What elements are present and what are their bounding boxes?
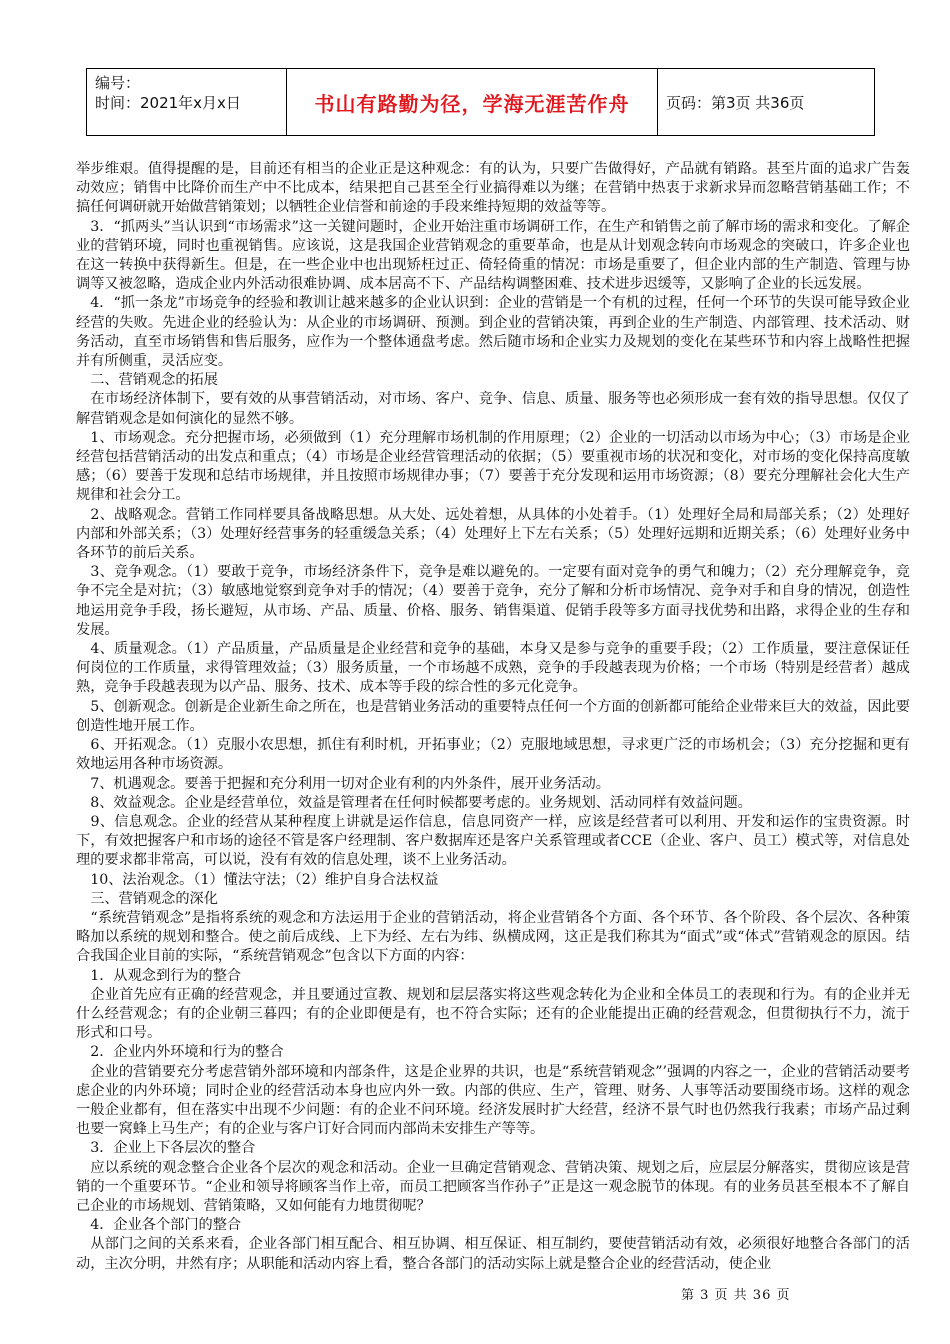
header-table (86, 68, 875, 136)
paragraph: 企业首先应有正确的经营观念，并且要通过宣教、规划和层层落实将这些观念转化为企业和全体员工的表现和行为。有的企业并无什么经营观念；有的企业朝三暮四；有的企业即便是有，也不符合实际；还有的企业能提出正确的经营观念，但贯彻执行不力，流于形式和口号。 (76, 986, 910, 1042)
paragraph: 3、竞争观念。（1）要敢于竞争，市场经济条件下，竞争是难以避免的。一定要有面对竞争的勇气和魄力；（2）充分理解竞争，竞争不完全是对抗；（3）敏感地觉察到竞争对手的情况；（4）要善于竞争，充分了解和分析市场情况、竞争对手和自身的情况，创造性地运用竞争手段，扬长避短，从市场、产品、质量、价格、服务、销售渠道、促销手段等多方面寻找优势和出路，求得企业的生存和发展。 (76, 564, 910, 638)
paragraph: 2．企业内外环境和行为的整合 (76, 1044, 284, 1061)
time-label: 时间：2021年x月x日 (95, 94, 241, 112)
paragraph: 举步维艰。值得提醒的是，目前还有相当的企业正是这种观念：有的认为，只要广告做得好，产品就有销路。甚至片面的追求广告轰动效应；销售中比降价而生产中不比成本，结果把自己甚至全行业搞得难以为继；在营销中热衷于求新求异而忽略营销基础工作；不搞任何调研就开始做营销策划；以牺牲企业信誉和前途的手段来维持短期的效益等等。 (76, 161, 910, 216)
paragraph: 6、开拓观念。（1）克服小农思想，抓住有利时机，开拓事业；（2）克服地域思想，寻求更广泛的市场机会；（3）充分挖掘和更有效地运用各种市场资源。 (76, 737, 910, 773)
code-label: 编号： (95, 74, 141, 92)
document-body (76, 160, 910, 1274)
paragraph: 在市场经济体制下，要有效的从事营销活动，对市场、客户、竞争、信息、质量、服务等也必须形成一套有效的指导思想。仅仅了解营销观念是如何演化的显然不够。 (76, 391, 910, 427)
paragraph: 5、创新观念。创新是企业新生命之所在，也是营销业务活动的重要特点任何一个方面的创新都可能给企业带来巨大的效益，因此要创造性地开展工作。 (76, 698, 910, 734)
paragraph: “系统营销观念”是指将系统的观念和方法运用于企业的营销活动，将企业营销各个方面、各个环节、各个阶段、各个层次、各种策略加以系统的规划和整合。使之前后成线、上下为经、左右为纬、纵横成网，这正是我们称其为“面式”或“体式”营销观念的原因。结合我国企业目前的实际，“系统营销观念”包含以下方面的内容： (76, 909, 910, 965)
paragraph: 二、营销观念的拓展 (76, 372, 218, 389)
paragraph: 8、效益观念。企业是经营单位，效益是管理者在任何时候都要考虑的。业务规划、活动同样有效益问题。 (76, 794, 752, 811)
paragraph: 9、信息观念。企业的经营从某种程度上讲就是运作信息，信息同资产一样，应该是经营者可以利用、开发和运作的宝贵资源。时下，有效把握客户和市场的途径不管是客户经理制、客户数据库还是客户关系管理或者CCE（企业、客户、员工）模式等，对信息处理的要求都非常高，可以说，没有有效的信息处理，谈不上业务活动。 (76, 813, 910, 869)
paragraph: 1、市场观念。充分把握市场，必须做到（1）充分理解市场机制的作用原理；（2）企业的一切活动以市场为中心；（3）市场是企业经营包括营销活动的出发点和重点；（4）市场是企业经营管理活动的依据；（5）要重视市场的状况和变化，对市场的变化保持高度敏感；（6）要善于发现和总结市场规律，并且按照市场规律办事；（7）要善于充分发现和运用市场资源；（8）要充分理解社会化大生产规律和社会分工。 (76, 429, 910, 504)
page-footer: 第 3 页 共 36 页 (681, 1288, 791, 1303)
paragraph: 1．从观念到行为的整合 (76, 967, 242, 984)
paragraph: 7、机遇观念。要善于把握和充分利用一切对企业有利的内外条件，展开业务活动。 (76, 775, 610, 792)
paragraph: 从部门之间的关系来看，企业各部门相互配合、相互协调、相互保证、相互制约，要使营销活动有效，必须很好地整合各部门的活动，主次分明，井然有序；从职能和活动内容上看，整合各部门的活动实际上就是整合企业的经营活动，使企业 (76, 1236, 910, 1272)
paragraph: 应以系统的观念整合企业各个层次的观念和活动。企业一旦确定营销观念、营销决策、规划之后，应层层分解落实，贯彻应该是营销的一个重要环节。“企业和领导将顾客当作上帝，而员工把顾客当作孙子”正是这一观念脱节的体现。有的业务员甚至根本不了解自己企业的市场规划、营销策略，又如何能有力地贯彻呢？ (76, 1159, 910, 1214)
paragraph: 10、法治观念。（1）懂法守法；（2）维护自身合法权益 (76, 871, 439, 888)
paragraph: 4、质量观念。（1）产品质量，产品质量是企业经营和竞争的基础，本身又是参与竞争的重要手段；（2）工作质量，要注意保证任何岗位的工作质量，求得管理效益；（3）服务质量，一个市场越不成熟，竞争的手段越表现为价格；一个市场（特别是经营者）越成熟，竞争手段越表现为以产品、服务、技术、成本等手段的综合性的多元化竞争。 (76, 641, 910, 696)
paragraph: 3．企业上下各层次的整合 (76, 1140, 256, 1157)
paragraph: 4．“抓一条龙”市场竞争的经验和教训让越来越多的企业认识到：企业的营销是一个有机的过程，任何一个环节的失误可能导致企业经营的失败。先进企业的经验认为：从企业的市场调研、预测。到企业的营销决策，再到企业的生产制造、内部管理、技术活动、财务活动，直至市场销售和售后服务，应作为一个整体通盘考虑。然后随市场和企业实力及规划的变化在某些环节和内容上战略性把握并有所侧重，灵活应变。 (76, 295, 910, 370)
page-label: 页码：第3页 共36页 (666, 93, 805, 112)
paragraph: 2、战略观念。营销工作同样要具备战略思想。从大处、远处着想，从具体的小处着手。（1）处理好全局和局部关系；（2）处理好内部和外部关系；（3）处理好经营事务的轻重缓急关系；（4）处理好上下左右关系；（5）处理好远期和近期关系；（6）处理好业务中各环节的前后关系。 (76, 506, 910, 562)
paragraph: 3．“抓两头”当认识到“市场需求”这一关键问题时，企业开始注重市场调研工作，在生产和销售之前了解市场的需求和变化。了解企业的营销环境，同时也重视销售。应该说，这是我国企业营销观念的重要革命，也是从计划观念转向市场观念的突破口，许多企业也在这一转换中获得新生。但是，在一些企业中也出现矫枉过正、倚轻倚重的情况：市场是重要了，但企业内部的生产制造、管理与协调等又被忽略，造成企业内外活动很难协调、成本居高不下、产品结构调整困难、技术进步迟缓等，又影响了企业的长远发展。 (76, 218, 910, 293)
header-info (87, 69, 287, 135)
paragraph: 4．企业各个部门的整合 (76, 1217, 242, 1234)
paragraph: 三、营销观念的深化 (76, 890, 218, 907)
paragraph: 企业的营销要充分考虑营销外部环境和内部条件，这是企业界的共识，也是“系统营销观念”’强调的内容之一，企业的营销活动要考虑企业的内外环境；同时企业的经营活动本身也应内外一致。内部的供应、生产，管理、财务、人事等活动要围绕市场。这样的观念一般企业都有，但在落实中出现不少问题：有的企业不问环境。经济发展时扩大经营，经济不景气时也仍然我行我素；市场产品过剩也要一窝蜂上马生产；有的企业与客户订好合同而内部尚未安排生产等等。 (76, 1063, 910, 1138)
motto: 书山有路勤为径，学海无涯苦作舟 (287, 69, 658, 135)
